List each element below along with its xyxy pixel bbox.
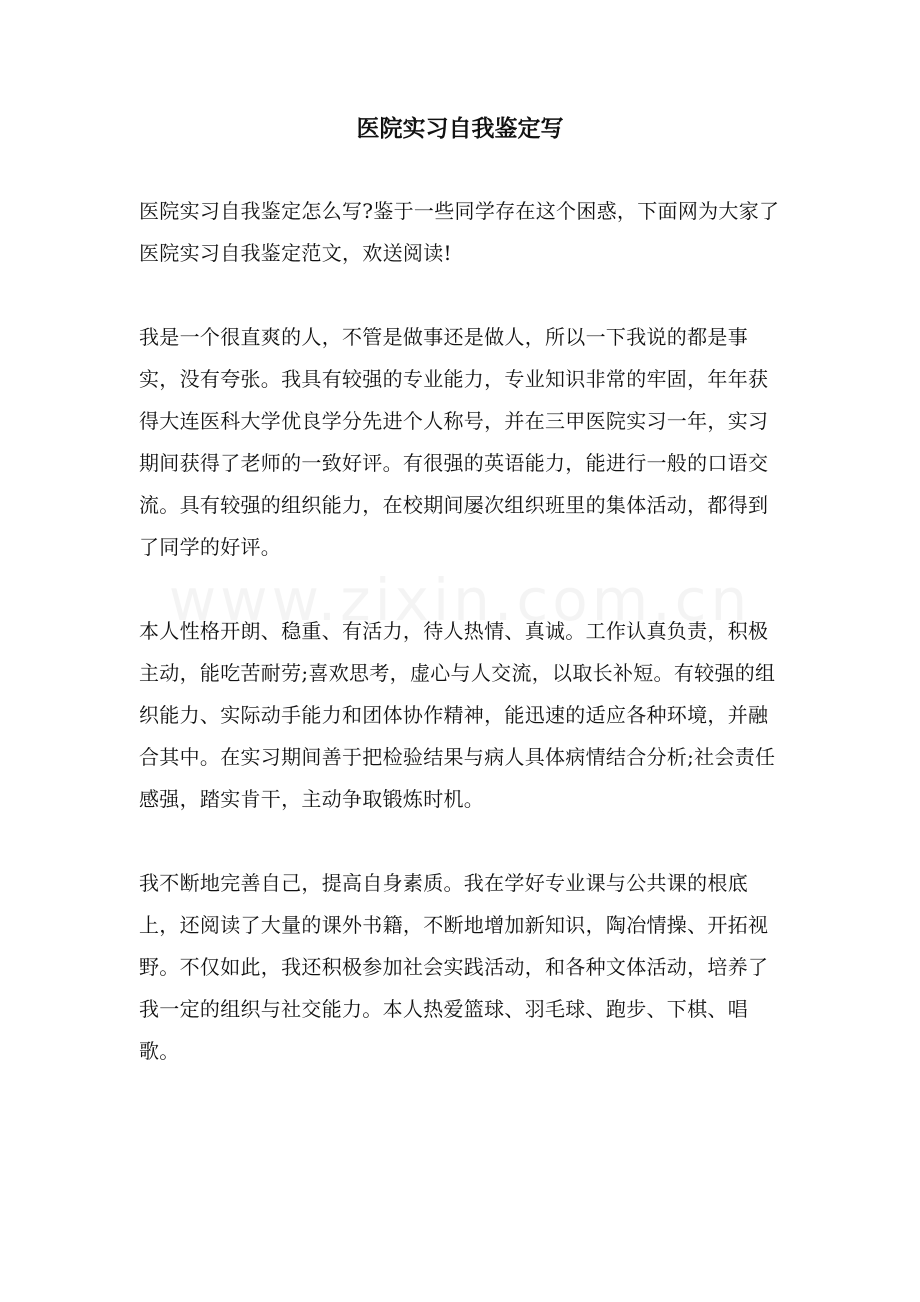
- paragraph-personality: 本人性格开朗、稳重、有活力，待人热情、真诚。工作认真负责，积极主动，能吃苦耐劳;喜欢思考，虚心与人交流，以取长补短。有较强的组织能力、实际动手能力和团体协作精神，能迅速的适应各种环境，并融合其中。在实习期间善于把检验结果与病人具体病情结合分析;社会责任感强，踏实肯干，主动争取锻炼时机。: [139, 619, 776, 811]
- paragraph-intro: 医院实习自我鉴定怎么写?鉴于一些同学存在这个困惑，下面网为大家了医院实习自我鉴定范文，欢送阅读!: [139, 199, 780, 265]
- paragraph-self-improvement: 我不断地完善自己，提高自身素质。我在学好专业课与公共课的根底上，还阅读了大量的课外书籍，不断地增加新知识，陶冶情操、开拓视野。不仅如此，我还积极参加社会实践活动，和各种文体活动，培养了我一定的组织与社交能力。本人热爱篮球、羽毛球、跑步、下棋、唱歌。: [139, 871, 769, 1063]
- paragraph-abilities: 我是一个很直爽的人，不管是做事还是做人，所以一下我说的都是事实，没有夸张。我具有较强的专业能力，专业知识非常的牢固，年年获得大连医科大学优良学分先进个人称号，并在三甲医院实习一年，实习期间获得了老师的一致好评。有很强的英语能力，能进行一般的口语交流。具有较强的组织能力，在校期间屡次组织班里的集体活动，都得到了同学的好评。: [139, 325, 769, 559]
- document-title: 医院实习自我鉴定写: [356, 115, 564, 142]
- document-body: [139, 190, 781, 1114]
